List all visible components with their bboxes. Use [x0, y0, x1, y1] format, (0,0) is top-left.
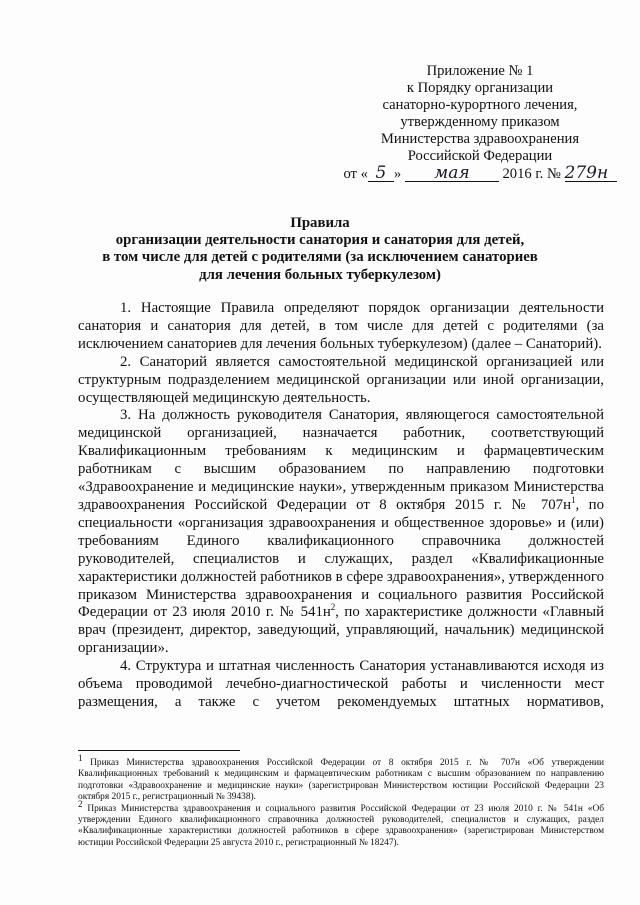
paragraph-3-part-c: , по характеристике должности «Главный врач (президент, директор, заведующий, управляющий, начальник) медицинской организации». [78, 604, 604, 657]
title-line-3: в том числе для детей с родителями (за исключением санаториев [102, 249, 538, 266]
title-line-1: Правила [290, 215, 350, 231]
footnote-1-mark: 1 [78, 753, 83, 763]
annex-line-2: к Порядку организации [406, 80, 554, 96]
annex-header [330, 63, 630, 183]
footnote-1 [78, 753, 604, 803]
footnote-ref-1[interactable]: 1 [571, 495, 576, 506]
annex-line-1: Приложение № 1 [426, 63, 534, 79]
date-day-field [368, 165, 394, 182]
document-title [70, 215, 570, 284]
footnotes [78, 753, 604, 850]
date-prefix: от « [343, 166, 368, 182]
date-month-field [405, 165, 499, 182]
footnote-ref-2[interactable]: 2 [330, 602, 336, 613]
paragraph-3-part-a: 3. На должность руководителя Санатория, являющегося самостоятельной медицинской организацией, назначается работник, соответствующий Квалификационным требованиям к медицинским и фармацевтическим работникам с высшим образованием по направлению подготовки «Здравоохранение и медицинские науки», утвержденным приказом Министерства здравоохранения Российской Федерации от 8 октября 2015 г. № 707н [78, 407, 604, 513]
annex-line-5: Министерства здравоохранения [380, 131, 580, 147]
order-number-field [565, 165, 617, 182]
footnote-2-mark: 2 [78, 798, 83, 809]
footnote-separator [78, 750, 240, 751]
paragraph-4: 4. Структура и штатная численность Санатория устанавливаются исходя из объема проводимой лечебно-диагностической работы и численности мест размещения, а также с учетом рекомендуемых штатных нормативов, [78, 658, 604, 710]
paragraph-2: 2. Санаторий является самостоятельной медицинской организацией или структурным подразделением медицинской организации или иной организации, осуществляющей медицинскую деятельность. [78, 353, 604, 406]
paragraph-3 [78, 407, 604, 658]
paragraph-1: 1. Настоящие Правила определяют порядок организации деятельности санатория и санатория для детей, в том числе для детей с родителями (за исключением санаториев для лечения больных туберкулезом) (далее – Санаторий). [78, 300, 604, 352]
title-line-2: организации деятельности санатория и санатория для детей, [115, 232, 525, 249]
paragraph-3-part-b: , по специальности «организация здравоохранения и общественное здоровье» и (или) требованиям Единого квалификационного справочника должностей руководителей, специалистов и служащих, раздел «Квалификационные характеристики должностей работников в сфере здравоохранения», утвержденного приказом Министерства здравоохранения и социального развития Российской Федерации от 23 июля 2010 г. № 541н [78, 496, 604, 621]
date-day-handwritten: 5 [375, 163, 387, 183]
date-year: 2016 г. № [498, 166, 565, 182]
order-number-handwritten: 279н [564, 163, 609, 183]
footnote-2-text: Приказ Министерства здравоохранения и социального развития Российской Федерации от 23 июля 2010 г. № 541н «Об утверждении Единого квалификационного справочника должностей руководителей, специалистов и служащих, раздел «Квалификационные характеристики должностей работников в сфере здравоохранения» (зарегистрирован Министерством юстиции Российской Федерации 25 августа 2010 г., регистрационный № 18247). [78, 804, 604, 848]
annex-date-line [330, 165, 630, 183]
title-line-4: для лечения больных туберкулезом) [199, 266, 441, 283]
date-mid: » [393, 166, 405, 182]
annex-line-6: Российской Федерации [407, 148, 553, 164]
annex-line-4: утвержденному приказом [400, 114, 560, 130]
footnote-1-text: Приказ Министерства здравоохранения Российской Федерации от 8 октября 2015 г. № 707н «Об утверждении Квалификационных требований к медицинским и фармацевтическим работникам с высшим образованием по направлению подготовки «Здравоохранение и медицинские науки» (зарегистрирован Министерством юстиции Российской Федерации 23 октября 2015 г., регистрационный № 39438). [78, 758, 604, 802]
document-body [78, 300, 604, 712]
footnote-2 [78, 798, 604, 849]
date-month-handwritten: мая [434, 163, 470, 183]
annex-line-3: санаторно-курортного лечения, [382, 97, 578, 113]
